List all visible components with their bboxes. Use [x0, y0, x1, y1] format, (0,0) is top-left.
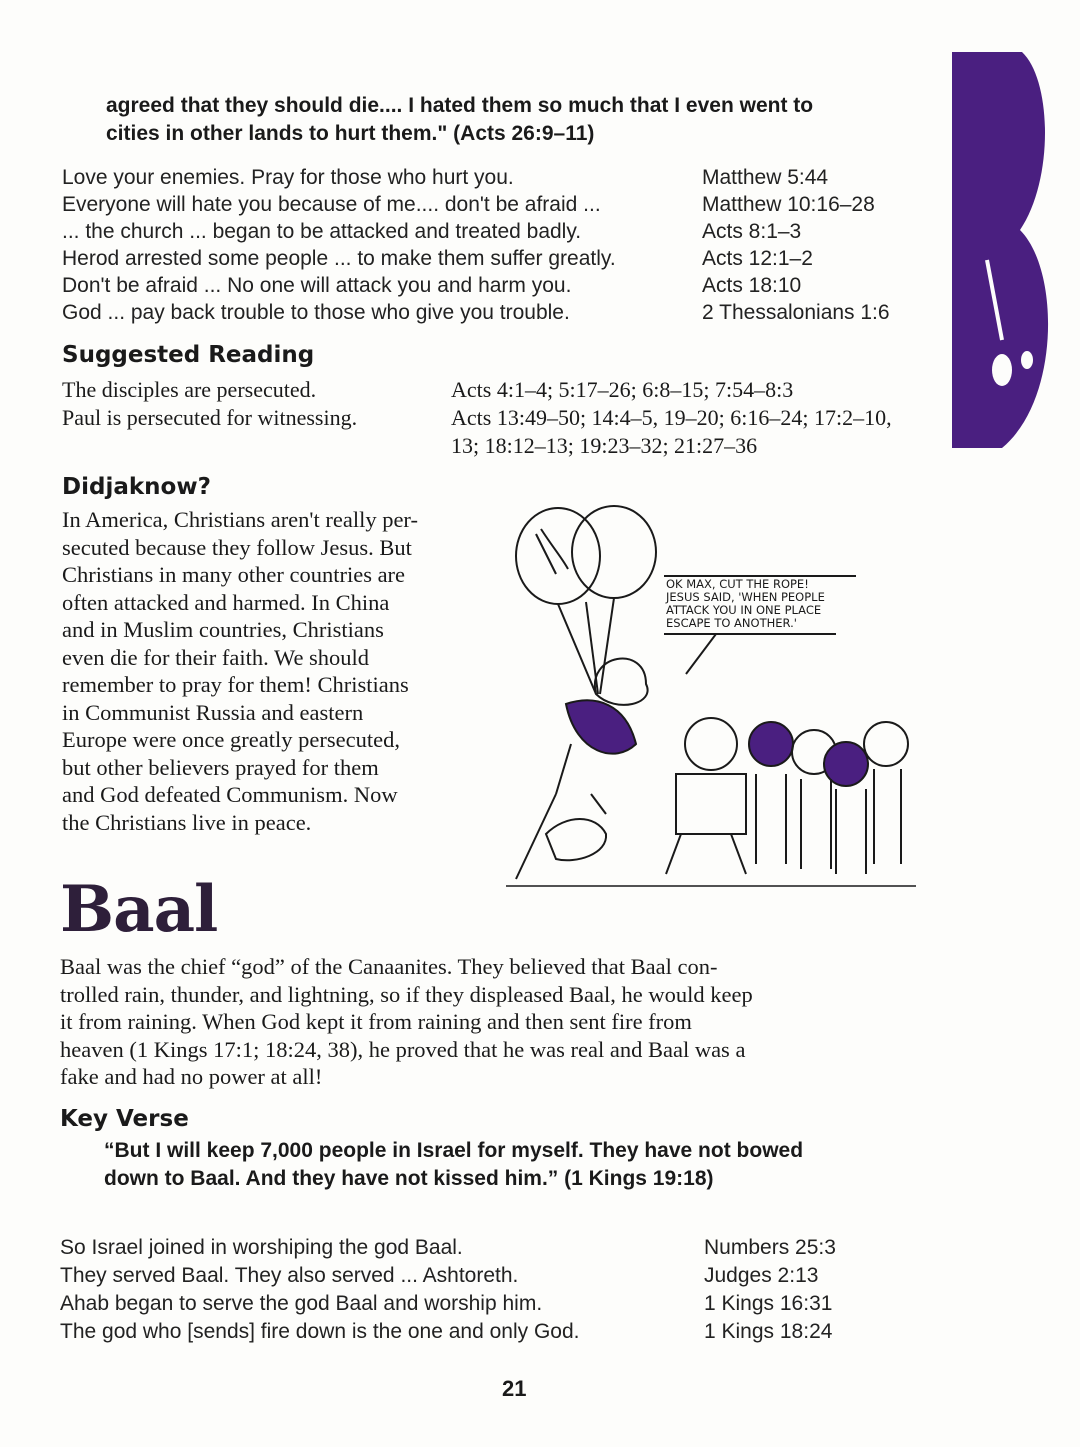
- continued-key-verse: agreed that they should die.... I hated them so much that I even went to cities in other lands to hurt them." (Acts 26:9–11): [106, 94, 814, 145]
- reference-quote: The god who [sends] fire down is the one and only God.: [60, 1320, 580, 1343]
- reference-citation: Matthew 5:44: [702, 166, 829, 189]
- body-line: remember to pray for them! Christians: [62, 672, 409, 697]
- reference-quote: Everyone will hate you because of me.... don't be afraid ...: [62, 193, 601, 216]
- key-verse-text: “But I will keep 7,000 people in Israel for myself. They have not bowed down to Baal. And they have not kissed him.” (1 Kings 19:18): [104, 1139, 804, 1190]
- reference-citation: Judges 2:13: [704, 1264, 819, 1287]
- reference-citation: 1 Kings 18:24: [704, 1320, 833, 1343]
- body-line: secuted because they follow Jesus. But: [62, 534, 412, 560]
- body-line: it from raining. When God kept it from raining and then sent fire from: [60, 1009, 692, 1034]
- reference-row: [62, 274, 962, 301]
- reference-quote: Ahab began to serve the god Baal and worship him.: [60, 1292, 543, 1315]
- body-line: Europe were once greatly persecuted,: [62, 727, 400, 752]
- balloon-icon: [516, 508, 600, 604]
- cartoon-illustration: [496, 494, 926, 894]
- reference-row: [62, 166, 962, 193]
- reference-quote: God ... pay back trouble to those who give you trouble.: [62, 301, 570, 324]
- reference-quote: ... the church ... began to be attacked and treated badly.: [62, 220, 582, 243]
- reference-row: [62, 193, 962, 220]
- reading-label: The disciples are persecuted.: [62, 377, 317, 402]
- reference-row: [62, 220, 962, 247]
- reference-citation: Acts 18:10: [702, 274, 802, 297]
- body-line: fake and had no power at all!: [60, 1064, 323, 1089]
- reference-citation: Matthew 10:16–28: [702, 193, 875, 216]
- reference-quote: They served Baal. They also served ... Ashtoreth.: [60, 1264, 519, 1287]
- speech-bubble-line: JESUS SAID, 'WHEN PEOPLE: [666, 590, 825, 604]
- reading-refs: Acts 4:1–4; 5:17–26; 6:8–15; 7:54–8:3: [451, 377, 794, 402]
- speech-bubble-line: ESCAPE TO ANOTHER.': [666, 616, 797, 630]
- reference-list-baal: [60, 1236, 960, 1356]
- reference-quote: Herod arrested some people ... to make them suffer greatly.: [62, 247, 616, 270]
- reference-row: [60, 1236, 960, 1263]
- body-line: and God defeated Communism. Now: [62, 782, 398, 807]
- body-line: even die for their faith. We should: [62, 644, 370, 670]
- body-line: in Communist Russia and eastern: [62, 699, 364, 725]
- reference-quote: So Israel joined in worshiping the god Baal.: [60, 1236, 463, 1259]
- body-line: trolled rain, thunder, and lightning, so if they displeased Baal, he would keep: [60, 981, 753, 1007]
- reference-citation: Acts 12:1–2: [702, 247, 813, 270]
- speech-bubble-line: ATTACK YOU IN ONE PLACE: [666, 603, 822, 617]
- page-number: 21: [502, 1376, 527, 1401]
- reference-row: [60, 1320, 960, 1347]
- reference-quote: Don't be afraid ... No one will attack you and harm you.: [62, 274, 572, 297]
- entry-body: [60, 953, 920, 1091]
- reference-citation: Acts 8:1–3: [702, 220, 802, 243]
- reference-quote: Love your enemies. Pray for those who hurt you.: [62, 166, 514, 189]
- suggested-reading-list: [62, 376, 942, 466]
- reference-citation: 2 Thessalonians 1:6: [702, 301, 890, 324]
- balloon-icon: [572, 506, 656, 598]
- body-line: the Christians live in peace.: [62, 809, 312, 835]
- entry-title: Baal: [60, 872, 218, 947]
- body-line: Baal was the chief “god” of the Canaanites. They believed that Baal con-: [60, 954, 718, 979]
- reading-refs: Acts 13:49–50; 14:4–5, 19–20; 6:16–24; 17:2–10, 13; 18:12–13; 19:23–32; 21:27–36: [451, 405, 892, 458]
- tab-letter-b-icon: [952, 52, 1048, 448]
- reading-label: Paul is persecuted for witnessing.: [62, 405, 358, 430]
- key-verse-heading: Key Verse: [60, 1106, 189, 1132]
- reference-row: [62, 247, 962, 274]
- body-line: but other believers prayed for them: [62, 754, 379, 780]
- body-line: Christians in many other countries are: [62, 562, 406, 587]
- didjaknow-body: [62, 506, 492, 836]
- didjaknow-heading: Didjaknow?: [62, 474, 211, 500]
- speech-bubble-line: OK MAX, CUT THE ROPE!: [666, 577, 809, 591]
- reference-row: [62, 301, 962, 328]
- reference-list-persecution: [62, 166, 962, 336]
- body-line: and in Muslim countries, Christians: [62, 617, 384, 642]
- body-line: heaven (1 Kings 17:1; 18:24, 38), he proved that he was real and Baal was a: [60, 1036, 746, 1062]
- body-line: In America, Christians aren't really per-: [62, 507, 418, 532]
- reference-citation: Numbers 25:3: [704, 1236, 836, 1259]
- reference-row: [60, 1264, 960, 1291]
- reference-citation: 1 Kings 16:31: [704, 1292, 833, 1315]
- suggested-reading-heading: Suggested Reading: [62, 342, 315, 368]
- body-line: often attacked and harmed. In China: [62, 589, 390, 615]
- reference-row: [60, 1292, 960, 1319]
